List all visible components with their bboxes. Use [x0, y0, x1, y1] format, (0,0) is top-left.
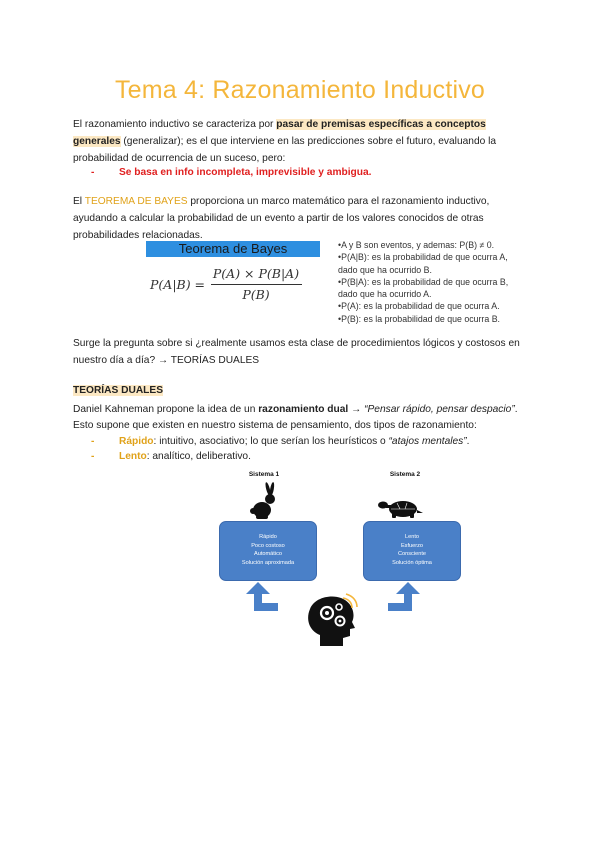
intro-bullet-text: Se basa en info incompleta, imprevisible y ambigua.: [119, 167, 372, 178]
left-arrow-icon: [246, 582, 278, 611]
system1-line: Automático: [254, 551, 282, 558]
system2-line: Esfuerzo: [400, 542, 424, 549]
dual-line-1: [73, 401, 525, 418]
right-arrow-icon: [388, 582, 420, 611]
turtle-icon: [378, 501, 423, 518]
dual-bold: razonamiento dual: [258, 404, 349, 415]
bayes-text-1: El: [73, 196, 85, 207]
item-end: .: [466, 436, 470, 447]
item-dash: -: [91, 436, 95, 447]
system1-line: Poco costoso: [251, 542, 285, 549]
system2-line: Consciente: [398, 551, 426, 558]
dual-heading: TEORÍAS DUALES: [73, 385, 163, 396]
formula-lhs: P(A|B) =: [150, 277, 206, 292]
system1-line: Rápido: [259, 534, 277, 540]
dual-period: .: [514, 404, 518, 415]
system2-line: Solución óptima: [392, 559, 432, 566]
item-text: : analítico, deliberativo.: [146, 451, 251, 462]
bayes-term: TEOREMA DE BAYES: [84, 196, 188, 207]
item-dash: -: [91, 451, 95, 462]
bayes-definitions: [338, 239, 528, 325]
item-label: Rápido: [119, 436, 154, 447]
formula-numerator: P(A) × P(B|A): [212, 266, 300, 281]
bayes-def-item: •P(A): es la probabilidad de que ocurra A.: [338, 301, 500, 312]
question-paragraph: Surge la pregunta sobre si ¿realmente usamos esta clase de procedimientos lógicos y costosos en nuestro día a día? → TEORÍAS DUALES: [73, 338, 520, 366]
item-italic: “atajos mentales”: [388, 436, 467, 447]
bayes-title-box: Teorema de Bayes: [146, 241, 320, 257]
intro-text-1: El razonamiento inductivo se caracteriza por: [73, 119, 277, 130]
intro-paragraph: [73, 116, 525, 167]
system2-title: Sistema 2: [389, 471, 421, 478]
dual-item-slow: [73, 448, 525, 465]
formula-denominator: P(B): [242, 287, 270, 302]
formula-fraction-bar: [211, 284, 302, 285]
item-text: : intuitivo, asociativo; lo que serían los heurísticos o: [153, 436, 389, 447]
system1-line: Solución aproximada: [241, 559, 295, 566]
head-gears-icon: [308, 594, 357, 646]
dual-line-2: Esto supone que existen en nuestro sistema de pensamiento, dos tipos de razonamiento:: [73, 420, 477, 431]
rabbit-icon: [250, 482, 275, 519]
dual-text: Daniel Kahneman propone la idea de un: [73, 404, 259, 415]
bayes-def-item: •A y B son eventos, y ademas: P(B) ≠ 0.: [338, 240, 495, 250]
bullet-dash: -: [91, 167, 95, 178]
system1-box: [219, 521, 317, 581]
intro-highlight: pasar de premisas específicas a conceptos generales: [73, 119, 486, 147]
dual-arrow: →: [348, 404, 365, 415]
bayes-text-2: proporciona un marco matemático para el razonamiento inductivo, ayudando a calcular la probabilidad de un evento a partir de los valores conocidos de otras probabilidades relacionadas.: [73, 196, 490, 241]
system2-line: Lento: [405, 534, 419, 540]
system1-title: Sistema 1: [248, 471, 280, 478]
bayes-def-item: •P(B): es la probabilidad de que ocurra B.: [338, 313, 501, 324]
system2-box: [363, 521, 461, 581]
bayes-formula: [150, 264, 330, 304]
dual-quote: “Pensar rápido, pensar despacio”: [364, 404, 515, 415]
item-label: Lento: [119, 451, 147, 462]
page-title: Tema 4: Razonamiento Inductivo: [114, 76, 486, 104]
intro-bullet: [73, 164, 525, 181]
bayes-paragraph: [73, 193, 525, 244]
bayes-def-item: •P(B|A): es la probabilidad de que ocurra B, dado que ha ocurrido A.: [338, 276, 509, 300]
bayes-def-item: •P(A|B): es la probabilidad de que ocurra A, dado que ha ocurrido B.: [338, 252, 508, 275]
intro-text-2: (generalizar); es el que interviene en las predicciones sobre el futuro, evaluando la probabilidad de ocurrencia de un suceso, pero:: [73, 136, 497, 164]
